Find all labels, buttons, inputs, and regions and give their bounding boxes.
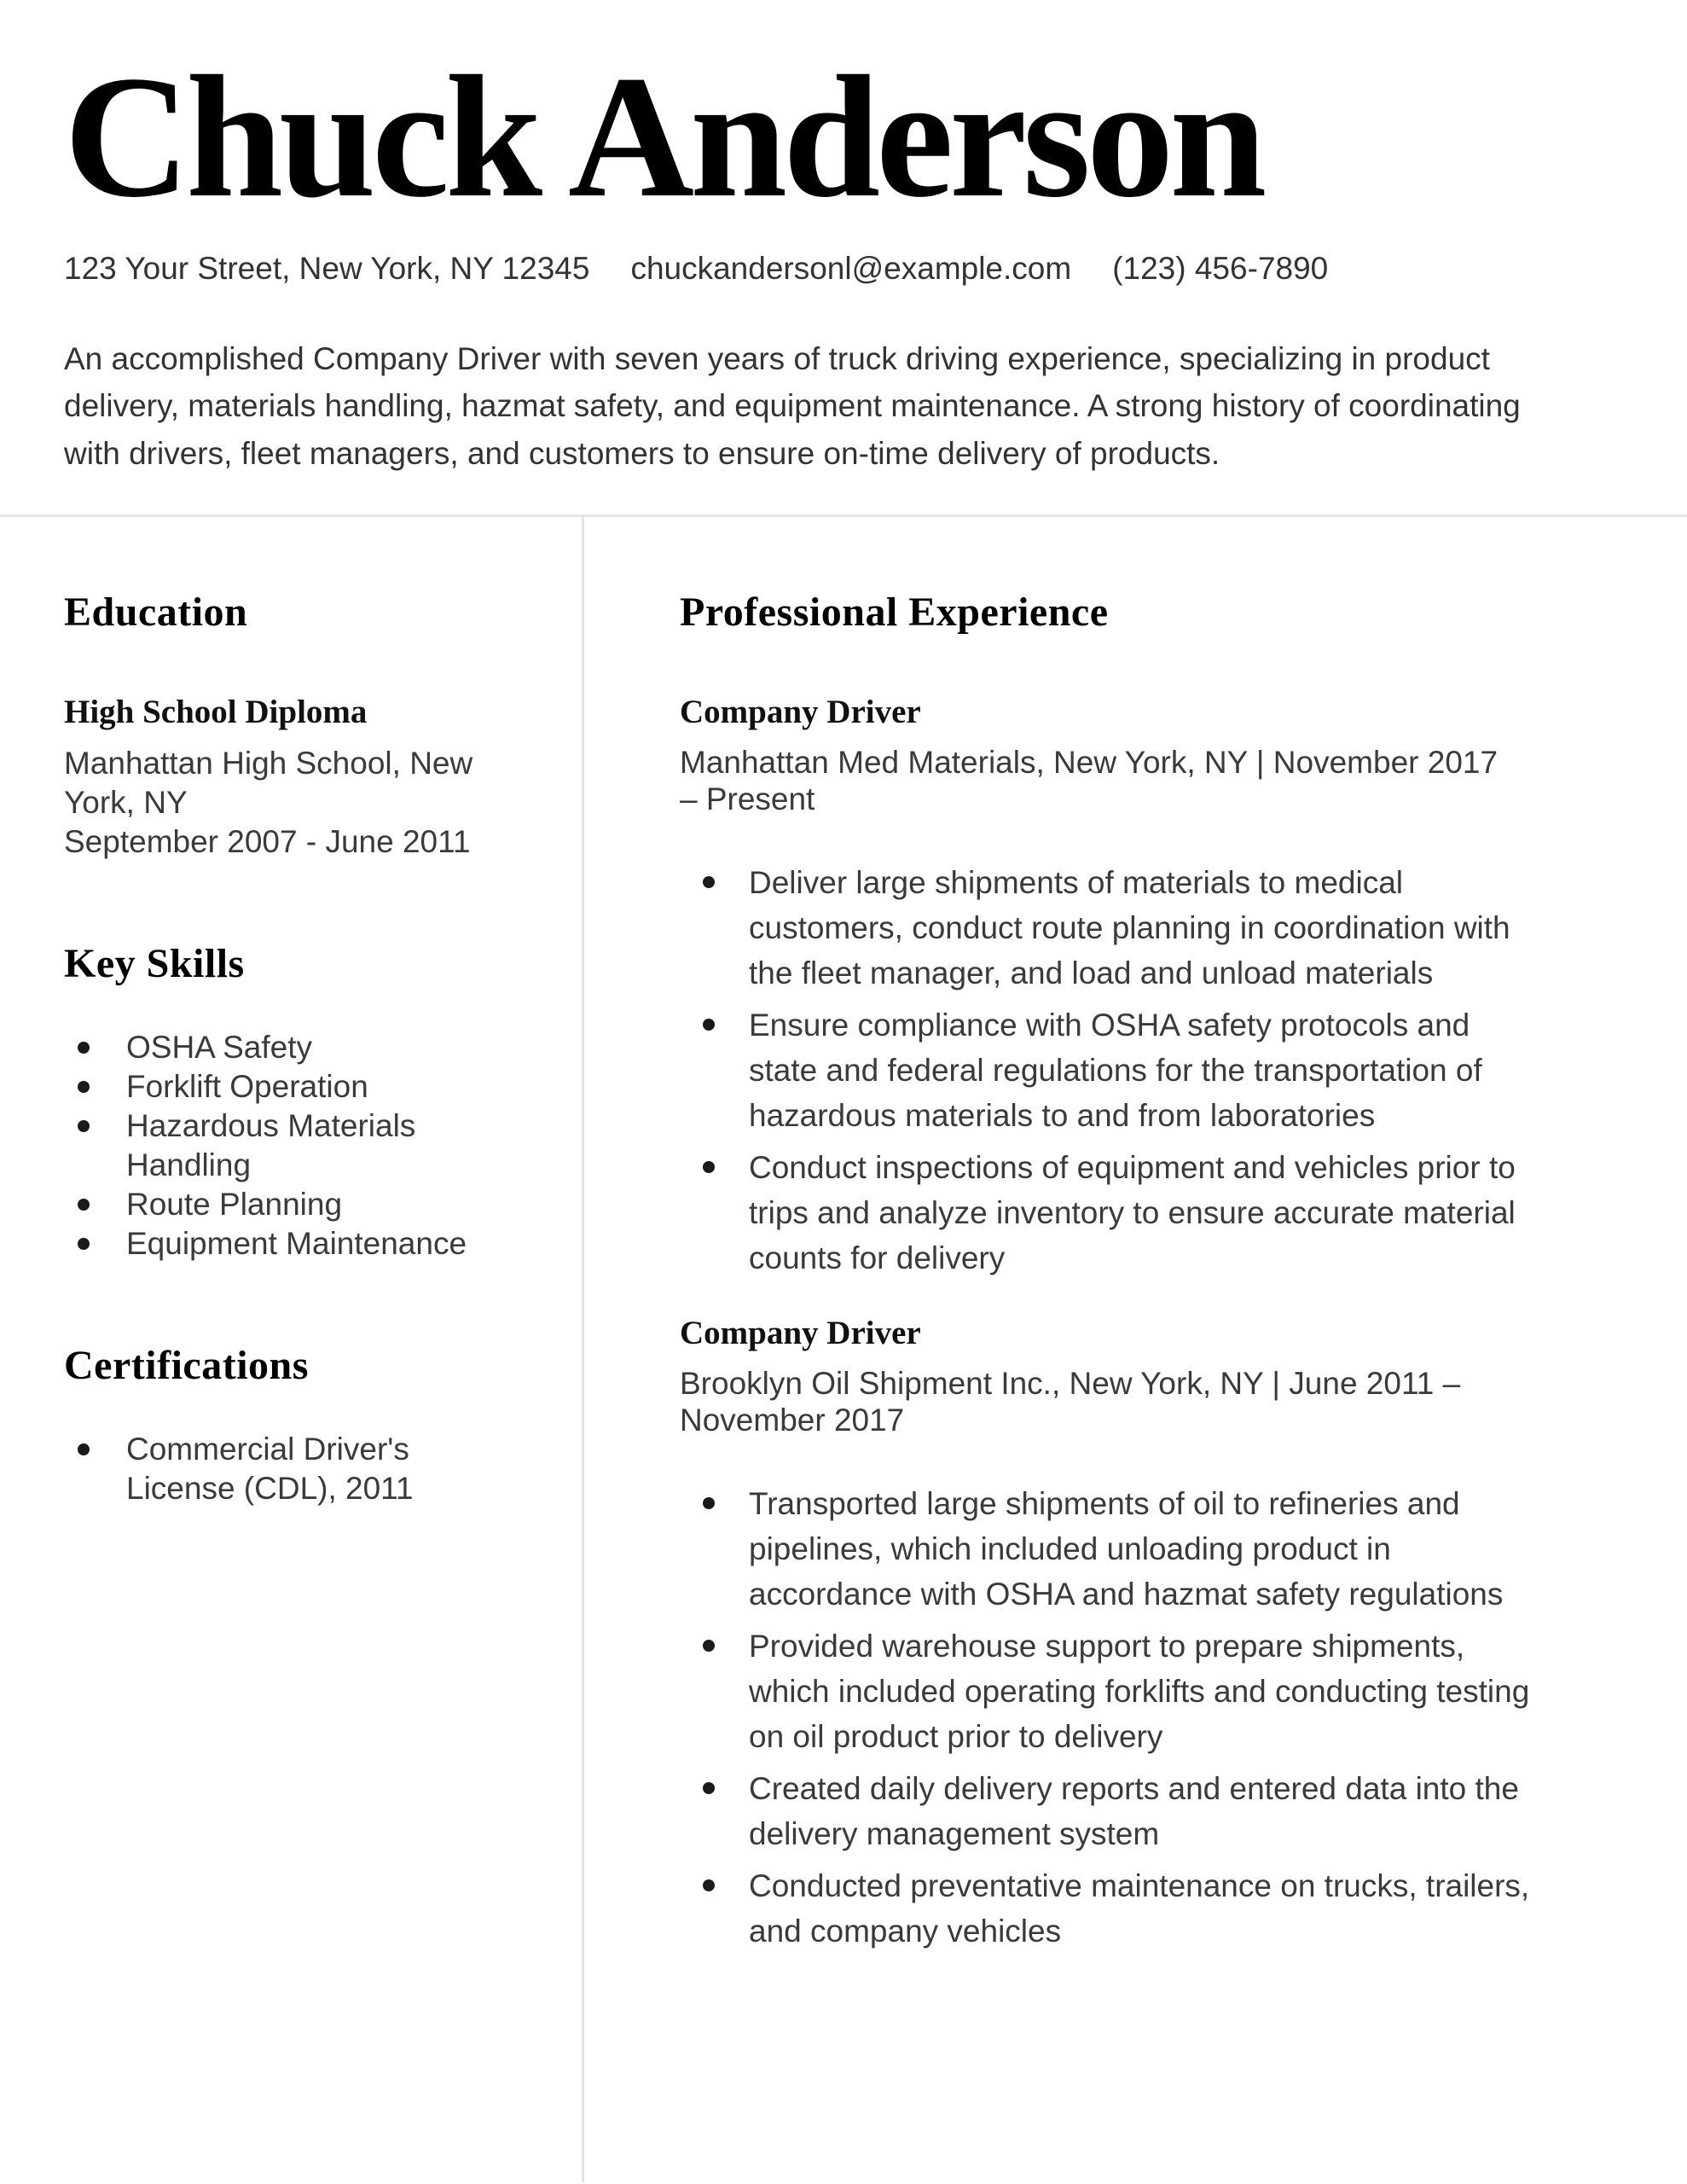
skill-item: Forklift Operation [126, 1067, 522, 1107]
job-entry [680, 1313, 1535, 1954]
education-heading: Education [64, 590, 248, 635]
job-meta: Manhattan Med Materials, New York, NY | November 2017 – Present [680, 745, 1499, 816]
school-name: Manhattan High School, New York, NY [64, 746, 473, 820]
education-dates: September 2007 - June 2011 [64, 824, 471, 859]
degree-title: High School Diploma [64, 694, 368, 730]
job-meta: Brooklyn Oil Shipment Inc., New York, NY | June 2011 – November 2017 [680, 1366, 1461, 1438]
education-details [64, 744, 522, 862]
experience-heading: Professional Experience [680, 590, 1109, 635]
job-title: Company Driver [680, 694, 921, 730]
resume-header [0, 0, 1687, 477]
skill-item: OSHA Safety [126, 1028, 522, 1067]
key-skills-list [64, 1028, 522, 1263]
job-entry [680, 692, 1535, 1281]
education-entry [64, 692, 522, 862]
left-column [0, 517, 582, 2182]
contact-phone: (123) 456-7890 [1112, 251, 1329, 286]
contact-row [64, 245, 1623, 293]
professional-summary: An accomplished Company Driver with seven years of truck driving experience, specializing in product delivery, materials handling, hazmat safety, and equipment maintenance. A strong history of coordinating with drivers, fleet managers, and customers to ensure on-time delivery of products. [64, 340, 1521, 471]
job-bullet: Conducted preventative maintenance on trucks, trailers, and company vehicles [749, 1863, 1535, 1954]
job-bullet-list [680, 860, 1535, 1281]
contact-email: chuckandersonl@example.com [630, 251, 1072, 286]
certification-item: Commercial Driver's License (CDL), 2011 [126, 1430, 522, 1508]
job-bullet-list [680, 1481, 1535, 1954]
contact-address: 123 Your Street, New York, NY 12345 [64, 251, 590, 286]
job-bullet: Deliver large shipments of materials to medical customers, conduct route planning in coordination with the fleet manager, and load and unload materials [749, 860, 1535, 996]
skill-item: Equipment Maintenance [126, 1224, 522, 1263]
certifications-heading: Certifications [64, 1343, 309, 1388]
job-bullet: Conduct inspections of equipment and vehicles prior to trips and analyze inventory to ensure accurate material counts for delivery [749, 1145, 1535, 1281]
key-skills-heading: Key Skills [64, 941, 245, 986]
job-bullet: Created daily delivery reports and entered data into the delivery management system [749, 1766, 1535, 1856]
right-column [582, 517, 1687, 2182]
certifications-list [64, 1430, 522, 1508]
job-bullet: Provided warehouse support to prepare shipments, which included operating forklifts and conducting testing on oil product prior to delivery [749, 1623, 1535, 1759]
job-bullet: Ensure compliance with OSHA safety protocols and state and federal regulations for the transportation of hazardous materials to and from laboratories [749, 1002, 1535, 1138]
two-column-body [0, 514, 1687, 2182]
skill-item: Hazardous Materials Handling [126, 1107, 522, 1185]
skill-item: Route Planning [126, 1185, 522, 1224]
candidate-name: Chuck Anderson [64, 40, 1263, 234]
job-title: Company Driver [680, 1315, 921, 1351]
job-bullet: Transported large shipments of oil to refineries and pipelines, which included unloading product in accordance with OSHA and hazmat safety regulations [749, 1481, 1535, 1617]
